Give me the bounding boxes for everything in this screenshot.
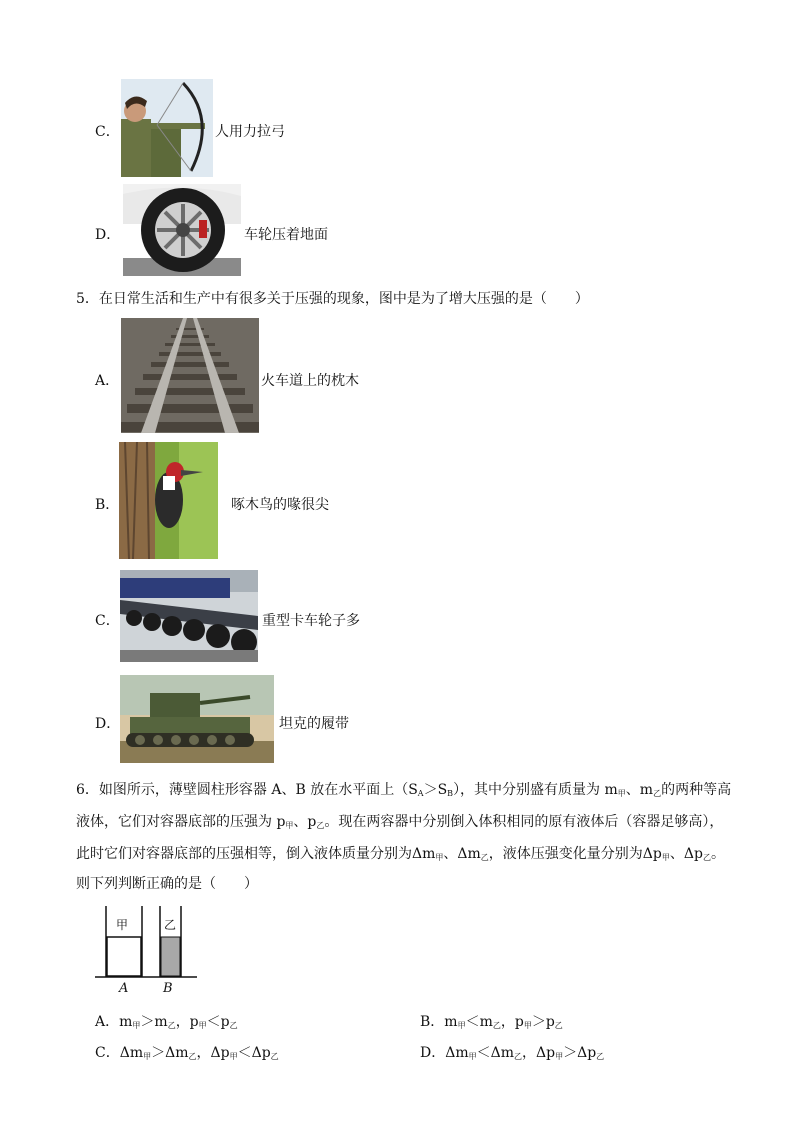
woodpecker-photo bbox=[119, 442, 218, 559]
option-c: C．$\Delta m_甲>\Delta m_乙$，$\Delta p_甲<\Delta p_乙$ bbox=[95, 1045, 279, 1061]
container-b-label: B bbox=[163, 981, 173, 996]
option-label: C． bbox=[95, 613, 120, 629]
question-6-line-1: 6．如图所示，薄壁圆柱形容器 A、B 放在水平面上$(S_A>S_B)$，其中分别盛有质量为 $m_甲$、$m_乙$的两种等高 bbox=[76, 782, 732, 798]
question-6-line-2: 液体，它们对容器底部的压强为 $p_甲$、$p_乙$。现在两容器中分别倒入体积相同的原有液体后（容器足够高）， bbox=[76, 814, 724, 830]
option-caption: 重型卡车轮子多 bbox=[262, 613, 360, 629]
option-caption: 啄木鸟的喙很尖 bbox=[231, 497, 329, 513]
archer-photo bbox=[121, 79, 213, 177]
option-caption: 火车道上的枕木 bbox=[261, 373, 359, 389]
option-caption: 坦克的履带 bbox=[279, 716, 349, 732]
option-caption: 车轮压着地面 bbox=[244, 227, 328, 243]
option-label: D． bbox=[95, 227, 121, 243]
option-a: A．$m_甲>m_乙$，$p_甲<p_乙$ bbox=[95, 1014, 238, 1030]
option-label: B． bbox=[95, 497, 120, 513]
wheel-photo bbox=[123, 184, 241, 276]
option-caption: 人用力拉弓 bbox=[215, 124, 285, 140]
question-5-stem: 5．在日常生活和生产中有很多关于压强的现象，图中是为了增大压强的是（ ） bbox=[76, 291, 589, 307]
liquid-jia-label: 甲 bbox=[116, 918, 129, 932]
container-a-label: A bbox=[119, 981, 129, 996]
tank-photo bbox=[120, 675, 274, 763]
question-6-line-4: 则下列判断正确的是（ ） bbox=[76, 876, 258, 892]
option-label: A． bbox=[95, 373, 120, 389]
option-label: C． bbox=[95, 124, 120, 140]
liquid-yi-label: 乙 bbox=[164, 918, 177, 932]
question-6-line-3: 此时它们对容器底部的压强相等，倒入液体质量分别为$\Delta m_甲$、$\Delta m_乙$，液体压强变化量分别为$\Delta p_甲$、$\Delta p_乙$。 bbox=[76, 846, 725, 862]
railway-photo bbox=[121, 318, 259, 433]
option-label: D． bbox=[95, 716, 121, 732]
option-d: D．$\Delta m_甲<\Delta m_乙$，$\Delta p_甲>\Delta p_乙$ bbox=[420, 1045, 605, 1061]
container-figure bbox=[95, 904, 205, 1000]
truck-photo bbox=[120, 570, 258, 662]
option-b: B．$m_甲<m_乙$，$p_甲>p_乙$ bbox=[420, 1014, 563, 1030]
